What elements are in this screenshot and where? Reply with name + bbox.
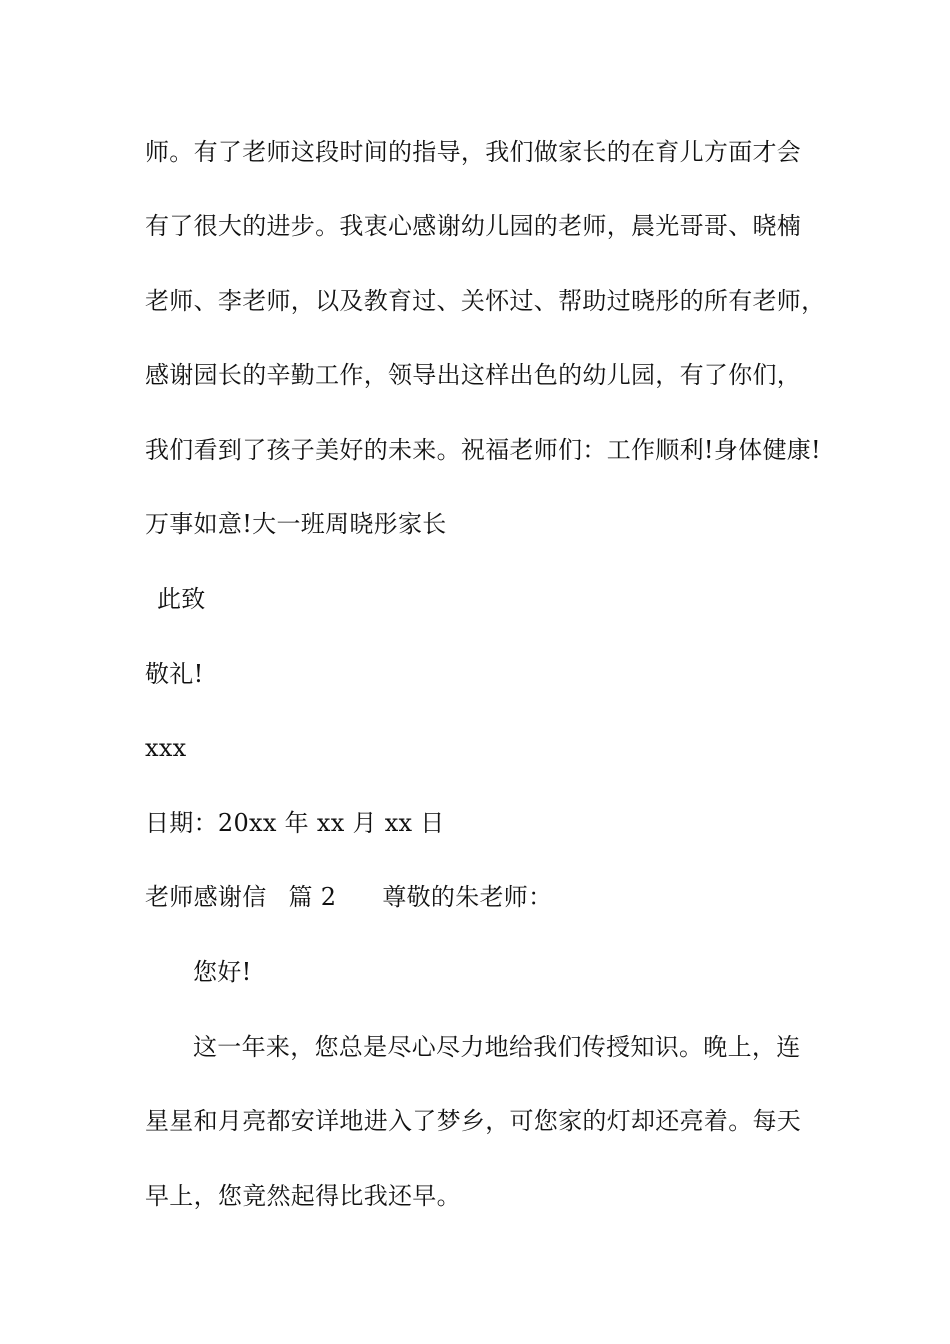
letter2-salutation: 尊敬的朱老师： bbox=[382, 883, 553, 911]
closing-ci-zhi: 此致 bbox=[157, 585, 206, 613]
paragraph-line: 我们看到了孩子美好的未来。祝福老师们：工作顺利!身体健康! bbox=[145, 436, 821, 464]
paragraph-line: 感谢园长的辛勤工作，领导出这样出色的幼儿园，有了你们， bbox=[145, 361, 802, 389]
letter2-greeting: 您好! bbox=[193, 958, 252, 986]
letter2-title: 老师感谢信 bbox=[145, 883, 267, 911]
paragraph-line: 有了很大的进步。我衷心感谢幼儿园的老师，晨光哥哥、晓楠 bbox=[145, 212, 802, 240]
letter2-body-line: 早上，您竟然起得比我还早。 bbox=[145, 1182, 461, 1210]
date-line: 日期：20xx 年 xx 月 xx 日 bbox=[145, 809, 445, 837]
paragraph-line: 师。有了老师这段时间的指导，我们做家长的在育儿方面才会 bbox=[145, 138, 802, 166]
letter2-heading bbox=[145, 877, 552, 917]
closing-jing-li: 敬礼! bbox=[145, 660, 204, 688]
letter2-body-line: 这一年来，您总是尽心尽力地给我们传授知识。晚上，连 bbox=[193, 1033, 801, 1061]
paragraph-line: 老师、李老师，以及教育过、关怀过、帮助过晓彤的所有老师， bbox=[145, 287, 826, 315]
signature: xxx bbox=[145, 734, 187, 762]
letter2-part: 篇 2 bbox=[288, 883, 337, 911]
paragraph-line: 万事如意!大一班周晓彤家长 bbox=[145, 510, 447, 538]
letter2-body-line: 星星和月亮都安详地进入了梦乡，可您家的灯却还亮着。每天 bbox=[145, 1107, 802, 1135]
